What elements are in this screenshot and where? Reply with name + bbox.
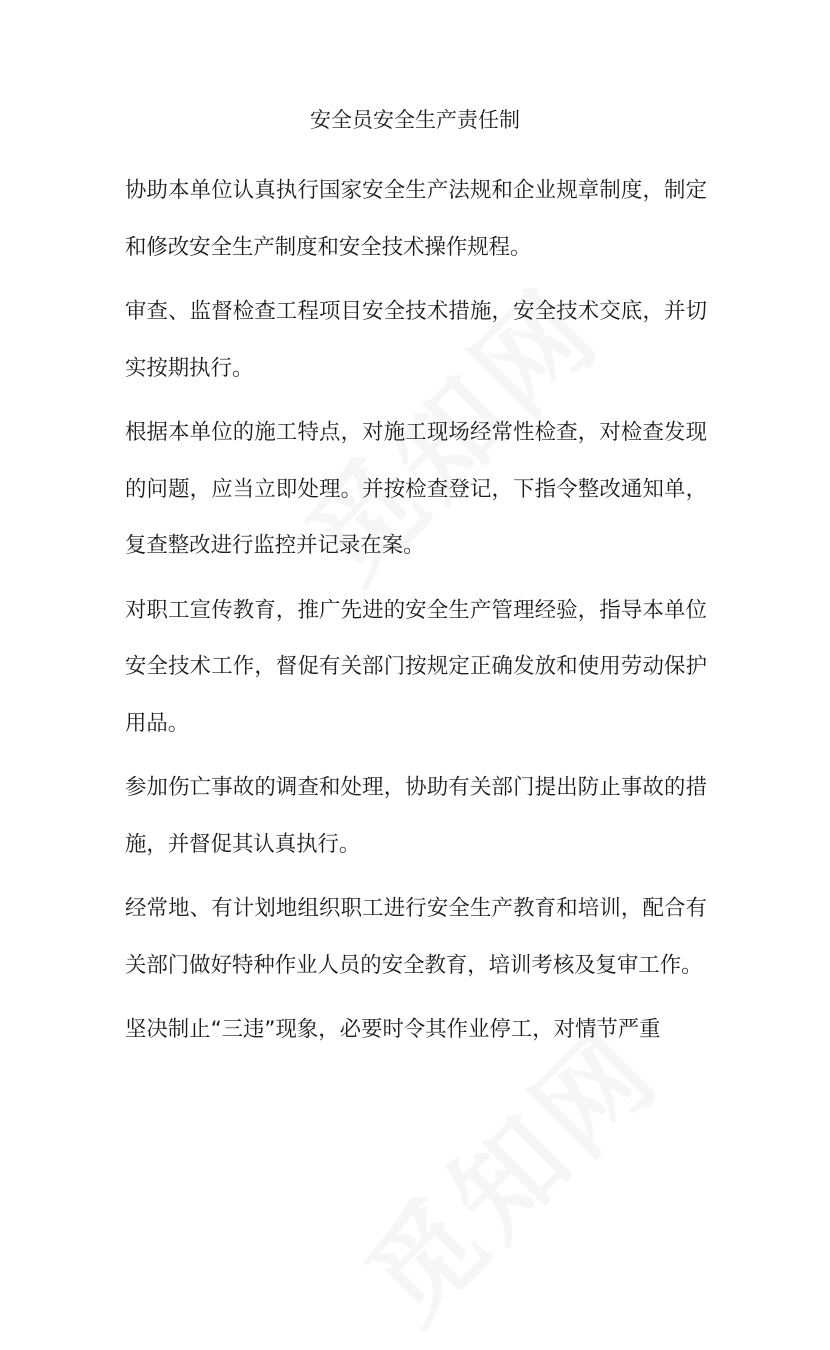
paragraph: 审查、监督检查工程项目安全技术措施，安全技术交底，并切实按期执行。 <box>125 299 707 381</box>
paragraph: 坚决制止“三违”现象，必要时令其作业停工，对情节严重 <box>125 1017 661 1042</box>
paragraph: 根据本单位的施工特点，对施工现场经常性检查，对检查发现的问题，应当立即处理。并按检查登记，下指令整改通知单，复查整改进行监控并记录在案。 <box>125 420 707 558</box>
paragraph: 协助本单位认真执行国家安全生产法规和企业规章制度，制定和修改安全生产制度和安全技术操作规程。 <box>125 178 707 260</box>
paragraph: 对职工宣传教育，推广先进的安全生产管理经验，指导本单位安全技术工作，督促有关部门按规定正确发放和使用劳动保护用品。 <box>125 597 707 736</box>
document-title: 安全员安全生产责任制 <box>310 108 520 132</box>
paragraph: 参加伤亡事故的调查和处理，协助有关部门提出防止事故的措施，并督促其认真执行。 <box>125 775 707 857</box>
document-body <box>125 163 707 1059</box>
paragraph: 经常地、有计划地组织职工进行安全生产教育和培训，配合有关部门做好特种作业人员的安全教育，培训考核及复审工作。 <box>125 896 707 978</box>
